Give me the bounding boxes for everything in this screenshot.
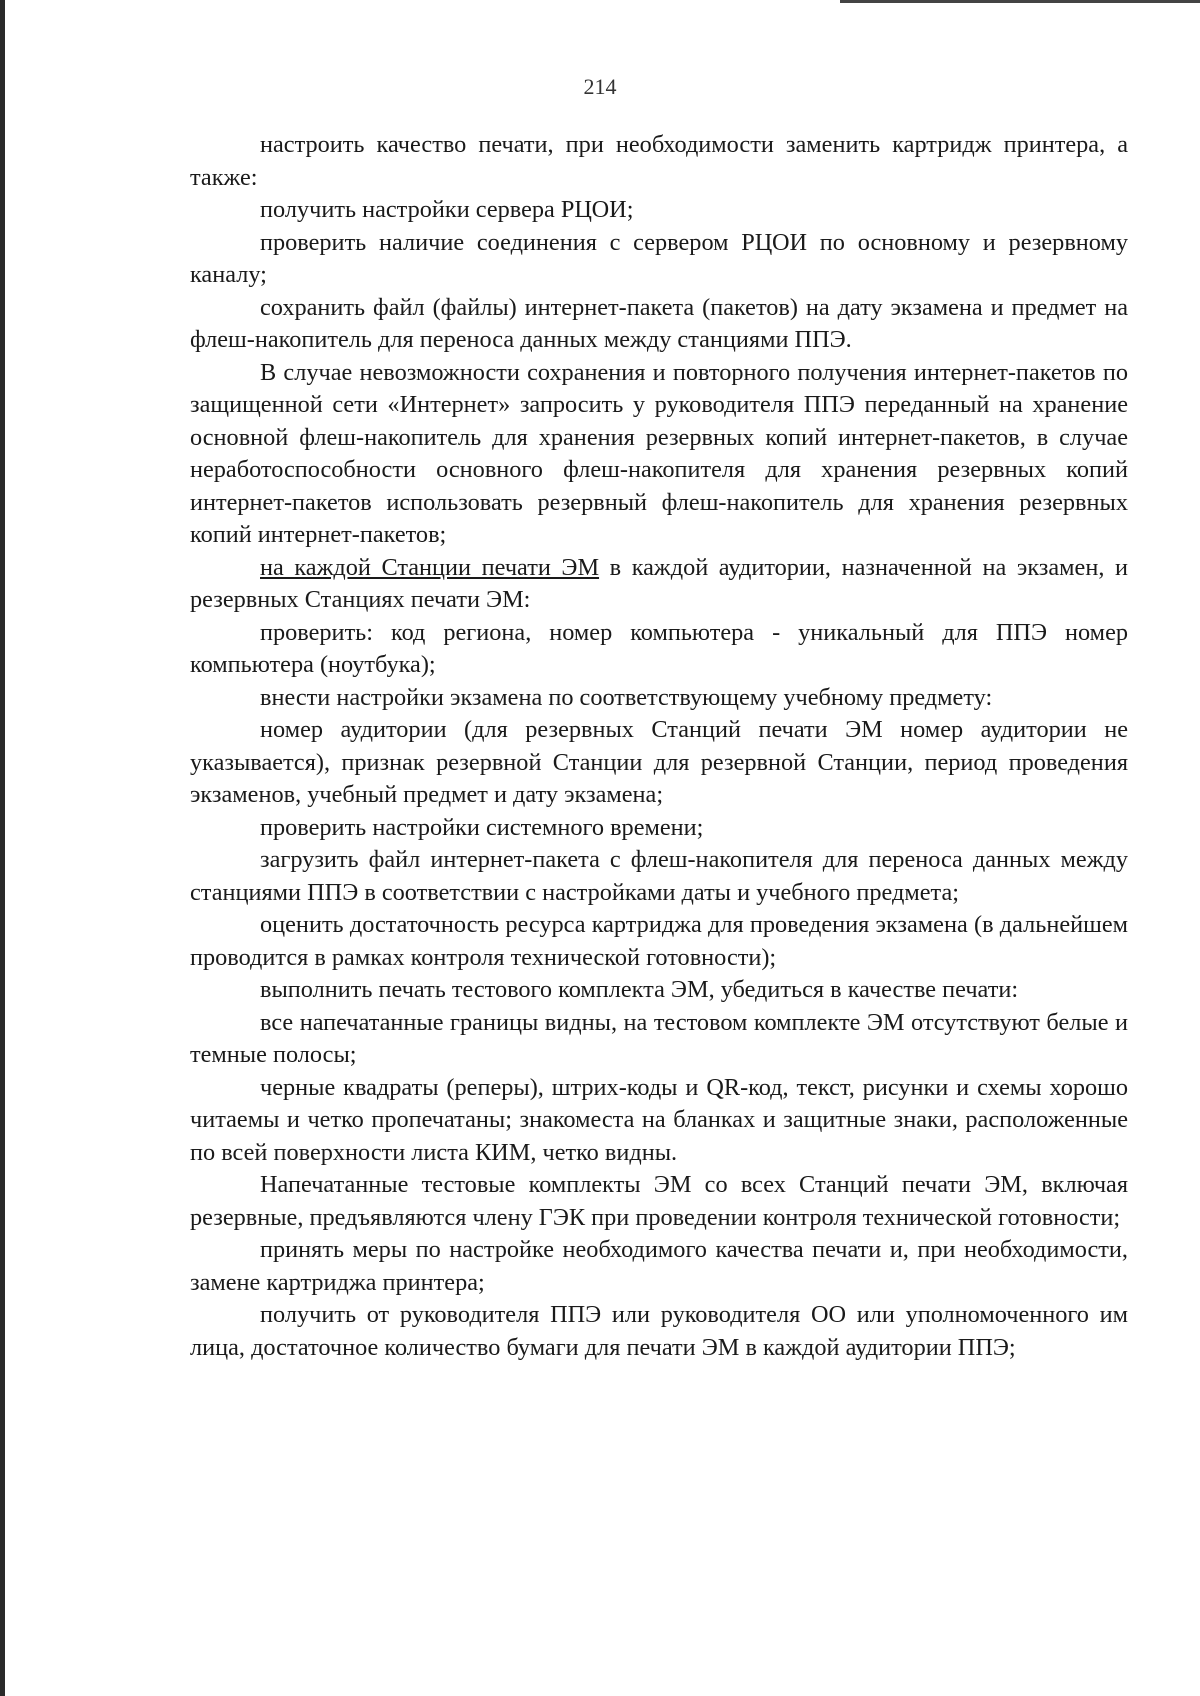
paragraph: Напечатанные тестовые комплекты ЭМ со всех Станций печати ЭМ, включая резервные, предъявляются члену ГЭК при проведении контроля технической готовности; xyxy=(190,1171,1128,1231)
paragraph: принять меры по настройке необходимого качества печати и, при необходимости, замене картриджа принтера; xyxy=(190,1236,1128,1296)
paragraph: получить от руководителя ППЭ или руководителя ОО или уполномоченного им лица, достаточное количество бумаги для печати ЭМ в каждой аудитории ППЭ; xyxy=(190,1301,1128,1361)
paragraph: номер аудитории (для резервных Станций печати ЭМ номер аудитории не указывается), признак резервной Станции для резервной Станции, период проведения экзаменов, учебный предмет и дату экзамена; xyxy=(190,716,1128,808)
paragraph-with-underline xyxy=(190,552,1128,617)
document-body xyxy=(190,129,1128,1364)
paragraph: проверить: код региона, номер компьютера - уникальный для ППЭ номер компьютера (ноутбука); xyxy=(190,618,1128,678)
paragraph: В случае невозможности сохранения и повторного получения интернет-пакетов по защищенной сети «Интернет» запросить у руководителя ППЭ переданный на хранение основной флеш-накопитель для хранения резервных копий интернет-пакетов, в случае неработоспособности основного флеш-накопителя для хранения резервных копий интернет-пакетов использовать резервный флеш-накопитель для хранения резервных копий интернет-пакетов; xyxy=(190,358,1128,548)
paragraph: проверить настройки системного времени; xyxy=(260,813,704,841)
paragraph: сохранить файл (файлы) интернет-пакета (пакетов) на дату экзамена и предмет на флеш-накопитель для переноса данных между станциями ППЭ. xyxy=(190,293,1128,353)
page-number: 214 xyxy=(583,74,617,99)
paragraph-rest: в каждой аудитории, назначенной на экзамен, и резервных Станциях печати ЭМ: xyxy=(190,553,1128,613)
scan-left-edge xyxy=(0,0,5,1696)
paragraph: черные квадраты (реперы), штрих-коды и QR-код, текст, рисунки и схемы хорошо читаемы и четко пропечатаны; знакоместа на бланках и защитные знаки, расположенные по всей поверхности листа КИМ, четко видны. xyxy=(190,1073,1128,1166)
paragraph: оценить достаточность ресурса картриджа для проведения экзамена (в дальнейшем проводится в рамках контроля технической готовности); xyxy=(190,911,1128,971)
paragraph: все напечатанные границы видны, на тестовом комплекте ЭМ отсутствуют белые и темные полосы; xyxy=(190,1008,1128,1068)
paragraph: внести настройки экзамена по соответствующему учебному предмету: xyxy=(260,683,993,711)
scan-top-edge xyxy=(840,0,1200,3)
paragraph: загрузить файл интернет-пакета с флеш-накопителя для переноса данных между станциями ППЭ в соответствии с настройками даты и учебного предмета; xyxy=(190,846,1128,906)
paragraph: выполнить печать тестового комплекта ЭМ, убедиться в качестве печати: xyxy=(260,976,1019,1003)
paragraph: настроить качество печати, при необходимости заменить картридж принтера, а также: xyxy=(190,131,1128,191)
underlined-phrase: на каждой Станции печати ЭМ xyxy=(260,553,600,581)
paragraph: проверить наличие соединения с сервером РЦОИ по основному и резервному каналу; xyxy=(190,228,1128,288)
paragraph: получить настройки сервера РЦОИ; xyxy=(260,196,634,223)
